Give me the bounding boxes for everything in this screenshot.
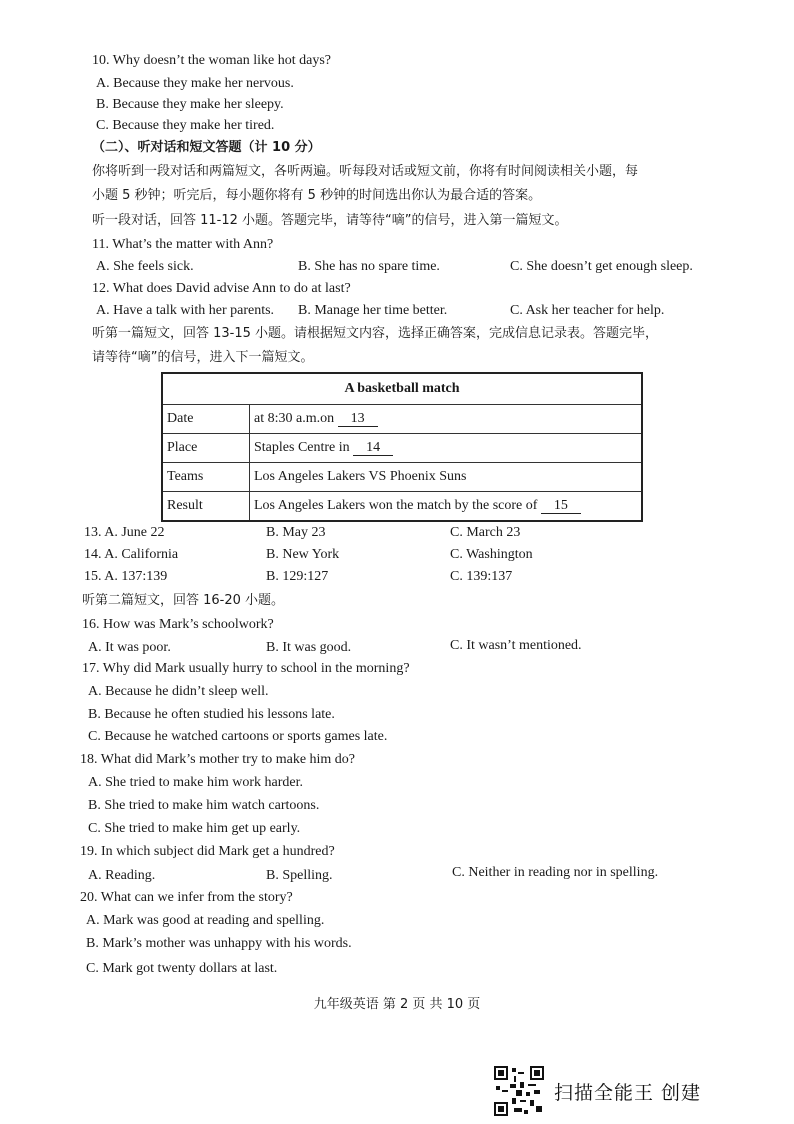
q14-option-b: B. New York	[266, 547, 340, 562]
q20-option-a: A. Mark was good at reading and spelling.	[86, 913, 325, 928]
section2-intro-line3: 听一段对话，回答 11-12 小题。答题完毕，请等待“嘀”的信号，进入第一篇短文。	[92, 213, 568, 228]
q19-option-a: A. Reading.	[88, 868, 156, 883]
q13-option-b: B. May 23	[266, 525, 326, 540]
passage1-intro-line2: 请等待“嘀”的信号，进入下一篇短文。	[92, 350, 314, 365]
q11-option-c: C. She doesn’t get enough sleep.	[510, 259, 693, 274]
table-row	[162, 463, 642, 492]
q19-option-b: B. Spelling.	[266, 868, 333, 883]
q15-option-a: 15. A. 137:139	[84, 569, 168, 584]
table-row-label: Date	[162, 405, 250, 434]
q19-option-c: C. Neither in reading nor in spelling.	[452, 865, 659, 880]
section2-intro-line1: 你将听到一段对话和两篇短文，各听两遍。听每段对话或短文前，你将有时间阅读相关小题，每	[92, 164, 639, 179]
basketball-match-table	[161, 372, 643, 522]
q12-stem: 12. What does David advise Ann to do at last?	[92, 281, 351, 296]
table-row-label: Teams	[162, 463, 250, 492]
q16-option-b: B. It was good.	[266, 640, 352, 655]
q17-option-c: C. Because he watched cartoons or sports games late.	[88, 729, 388, 744]
q20-option-c: C. Mark got twenty dollars at last.	[86, 961, 278, 976]
section2-intro-line2: 小题 5 秒钟；听完后，每小题你将有 5 秒钟的时间选出你认为最合适的答案。	[92, 188, 542, 203]
q20-option-b: B. Mark’s mother was unhappy with his words.	[86, 936, 352, 951]
q12-option-a: A. Have a talk with her parents.	[96, 303, 275, 318]
q18-option-c: C. She tried to make him get up early.	[88, 821, 301, 836]
q15-option-c: C. 139:137	[450, 569, 513, 584]
answer-blank-15: 15	[541, 499, 581, 514]
scanner-brand-label: 扫描全能王 创建	[554, 1082, 702, 1104]
table-row	[162, 434, 642, 463]
q18-option-a: A. She tried to make him work harder.	[88, 775, 304, 790]
q10-option-a: A. Because they make her nervous.	[96, 76, 294, 91]
q16-option-c: C. It wasn’t mentioned.	[450, 638, 582, 653]
q20-stem: 20. What can we infer from the story?	[80, 890, 293, 905]
q11-stem: 11. What’s the matter with Ann?	[92, 237, 274, 252]
q17-stem: 17. Why did Mark usually hurry to school in the morning?	[82, 661, 410, 676]
table-row-text: Staples Centre in	[254, 440, 350, 455]
q12-option-c: C. Ask her teacher for help.	[510, 303, 665, 318]
q13-option-c: C. March 23	[450, 525, 521, 540]
table-row-text: Los Angeles Lakers won the match by the score of	[254, 498, 538, 513]
table-row	[162, 492, 642, 522]
q14-option-c: C. Washington	[450, 547, 533, 562]
table-row-label: Place	[162, 434, 250, 463]
table-row-text: Los Angeles Lakers VS Phoenix Suns	[250, 463, 643, 492]
q14-option-a: 14. A. California	[84, 547, 179, 562]
q19-stem: 19. In which subject did Mark get a hundred?	[80, 844, 335, 859]
q12-option-b: B. Manage her time better.	[298, 303, 448, 318]
section2-title: （二）、听对话和短文答题（计 10 分）	[92, 140, 321, 155]
q13-option-a: 13. A. June 22	[84, 525, 165, 540]
qr-code-icon	[494, 1066, 544, 1116]
q16-option-a: A. It was poor.	[88, 640, 171, 655]
q18-option-b: B. She tried to make him watch cartoons.	[88, 798, 320, 813]
table-row	[162, 405, 642, 434]
q18-stem: 18. What did Mark’s mother try to make him do?	[80, 752, 356, 767]
q10-option-c: C. Because they make her tired.	[96, 118, 275, 133]
q16-stem: 16. How was Mark’s schoolwork?	[82, 617, 274, 632]
table-row-text: at 8:30 a.m.on	[254, 411, 335, 426]
page-footer: 九年级英语 第 2 页 共 10 页	[313, 997, 481, 1012]
q17-option-b: B. Because he often studied his lessons late.	[88, 707, 335, 722]
table-title: A basketball match	[162, 373, 642, 405]
q10-option-b: B. Because they make her sleepy.	[96, 97, 284, 112]
q10-stem: 10. Why doesn’t the woman like hot days?	[92, 53, 331, 68]
q15-option-b: B. 129:127	[266, 569, 329, 584]
passage2-intro: 听第二篇短文，回答 16-20 小题。	[82, 593, 285, 608]
table-row-label: Result	[162, 492, 250, 522]
q17-option-a: A. Because he didn’t sleep well.	[88, 684, 269, 699]
answer-blank-14: 14	[353, 441, 393, 456]
passage1-intro-line1: 听第一篇短文，回答 13-15 小题。请根据短文内容，选择正确答案，完成信息记录表。答题完毕，	[92, 326, 659, 341]
q11-option-b: B. She has no spare time.	[298, 259, 440, 274]
answer-blank-13: 13	[338, 412, 378, 427]
q11-option-a: A. She feels sick.	[96, 259, 194, 274]
